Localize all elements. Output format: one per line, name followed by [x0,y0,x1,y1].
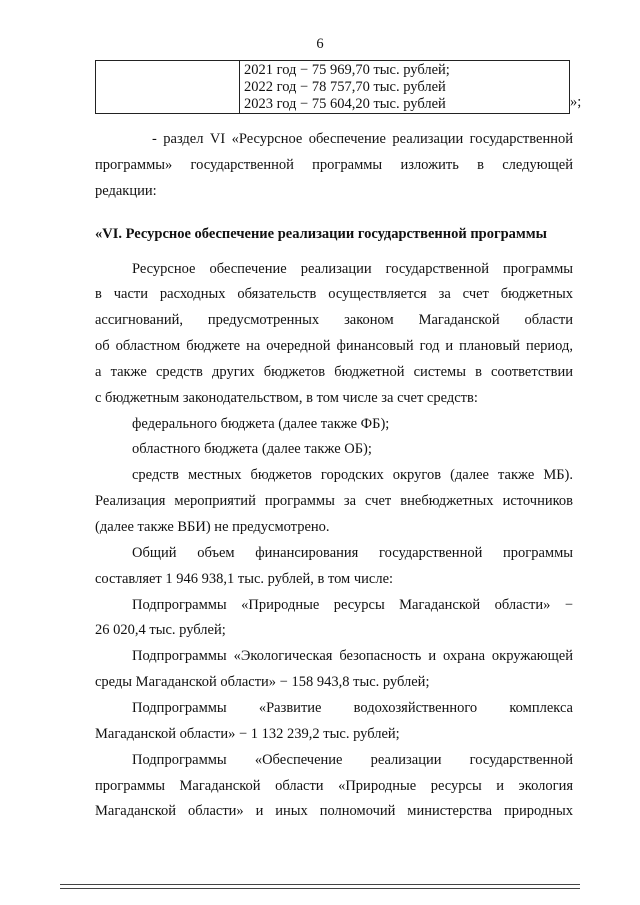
bottom-rule [60,888,580,889]
body-line: (далее также ВБИ) не предусмотрено. [95,519,330,535]
subprogram-line: программы Магаданской области «Природные ресурсы и экология [95,778,573,794]
continuation-table [95,60,570,114]
bottom-rule [60,884,580,885]
body-line: ассигнований, предусмотренных законом Магаданской области [95,312,573,328]
subprogram-line: Подпрограммы «Экологическая безопасность и охрана окружающей [132,648,573,664]
subprogram-line: Магаданской области» − 1 132 239,2 тыс. рублей; [95,726,400,742]
body-line: Реализация мероприятий программы за счет внебюджетных источников [95,493,573,509]
page-number: 6 [316,36,324,52]
budget-line-2023: 2023 год − 75 604,20 тыс. рублей [244,96,446,112]
list-item: областного бюджета (далее также ОБ); [132,441,372,457]
body-line: Ресурсное обеспечение реализации государственной программы [132,261,573,277]
list-item: средств местных бюджетов городских округов (далее также МБ). [132,467,573,483]
body-line: а также средств других бюджетов бюджетной системы в соответствии [95,364,573,380]
body-line: с бюджетным законодательством, в том числе за счет средств: [95,390,478,406]
table-row [96,61,570,114]
subprogram-line: Подпрограммы «Развитие водохозяйственного комплекса [132,700,573,716]
budget-cell [240,61,570,114]
amendment-line: программы» государственной программы изложить в следующей [95,157,573,173]
table-closing-quote: »; [570,94,582,110]
amendment-line: редакции: [95,183,157,199]
subprogram-line: 26 020,4 тыс. рублей; [95,622,226,638]
list-item: федерального бюджета (далее также ФБ); [132,416,390,432]
section-heading: «VI. Ресурсное обеспечение реализации государственной программы [95,226,547,242]
subprogram-line: Подпрограммы «Обеспечение реализации государственной [132,752,573,768]
subprogram-line: среды Магаданской области» − 158 943,8 тыс. рублей; [95,674,430,690]
empty-table-cell [96,61,240,114]
body-line: составляет 1 946 938,1 тыс. рублей, в том числе: [95,571,394,587]
body-line: в части расходных обязательств осуществляется за счет бюджетных [95,286,573,302]
subprogram-line: Подпрограммы «Природные ресурсы Магаданской области» − [132,597,573,613]
body-line: об областном бюджете на очередной финансовый год и плановый период, [95,338,573,354]
subprogram-line: Магаданской области» и иных полномочий министерства природных [95,803,573,819]
amendment-line: - раздел VI «Ресурсное обеспечение реализации государственной [152,131,573,147]
budget-line-2021: 2021 год − 75 969,70 тыс. рублей; [244,62,450,78]
budget-line-2022: 2022 год − 78 757,70 тыс. рублей [244,79,446,95]
body-line: Общий объем финансирования государственной программы [132,545,573,561]
